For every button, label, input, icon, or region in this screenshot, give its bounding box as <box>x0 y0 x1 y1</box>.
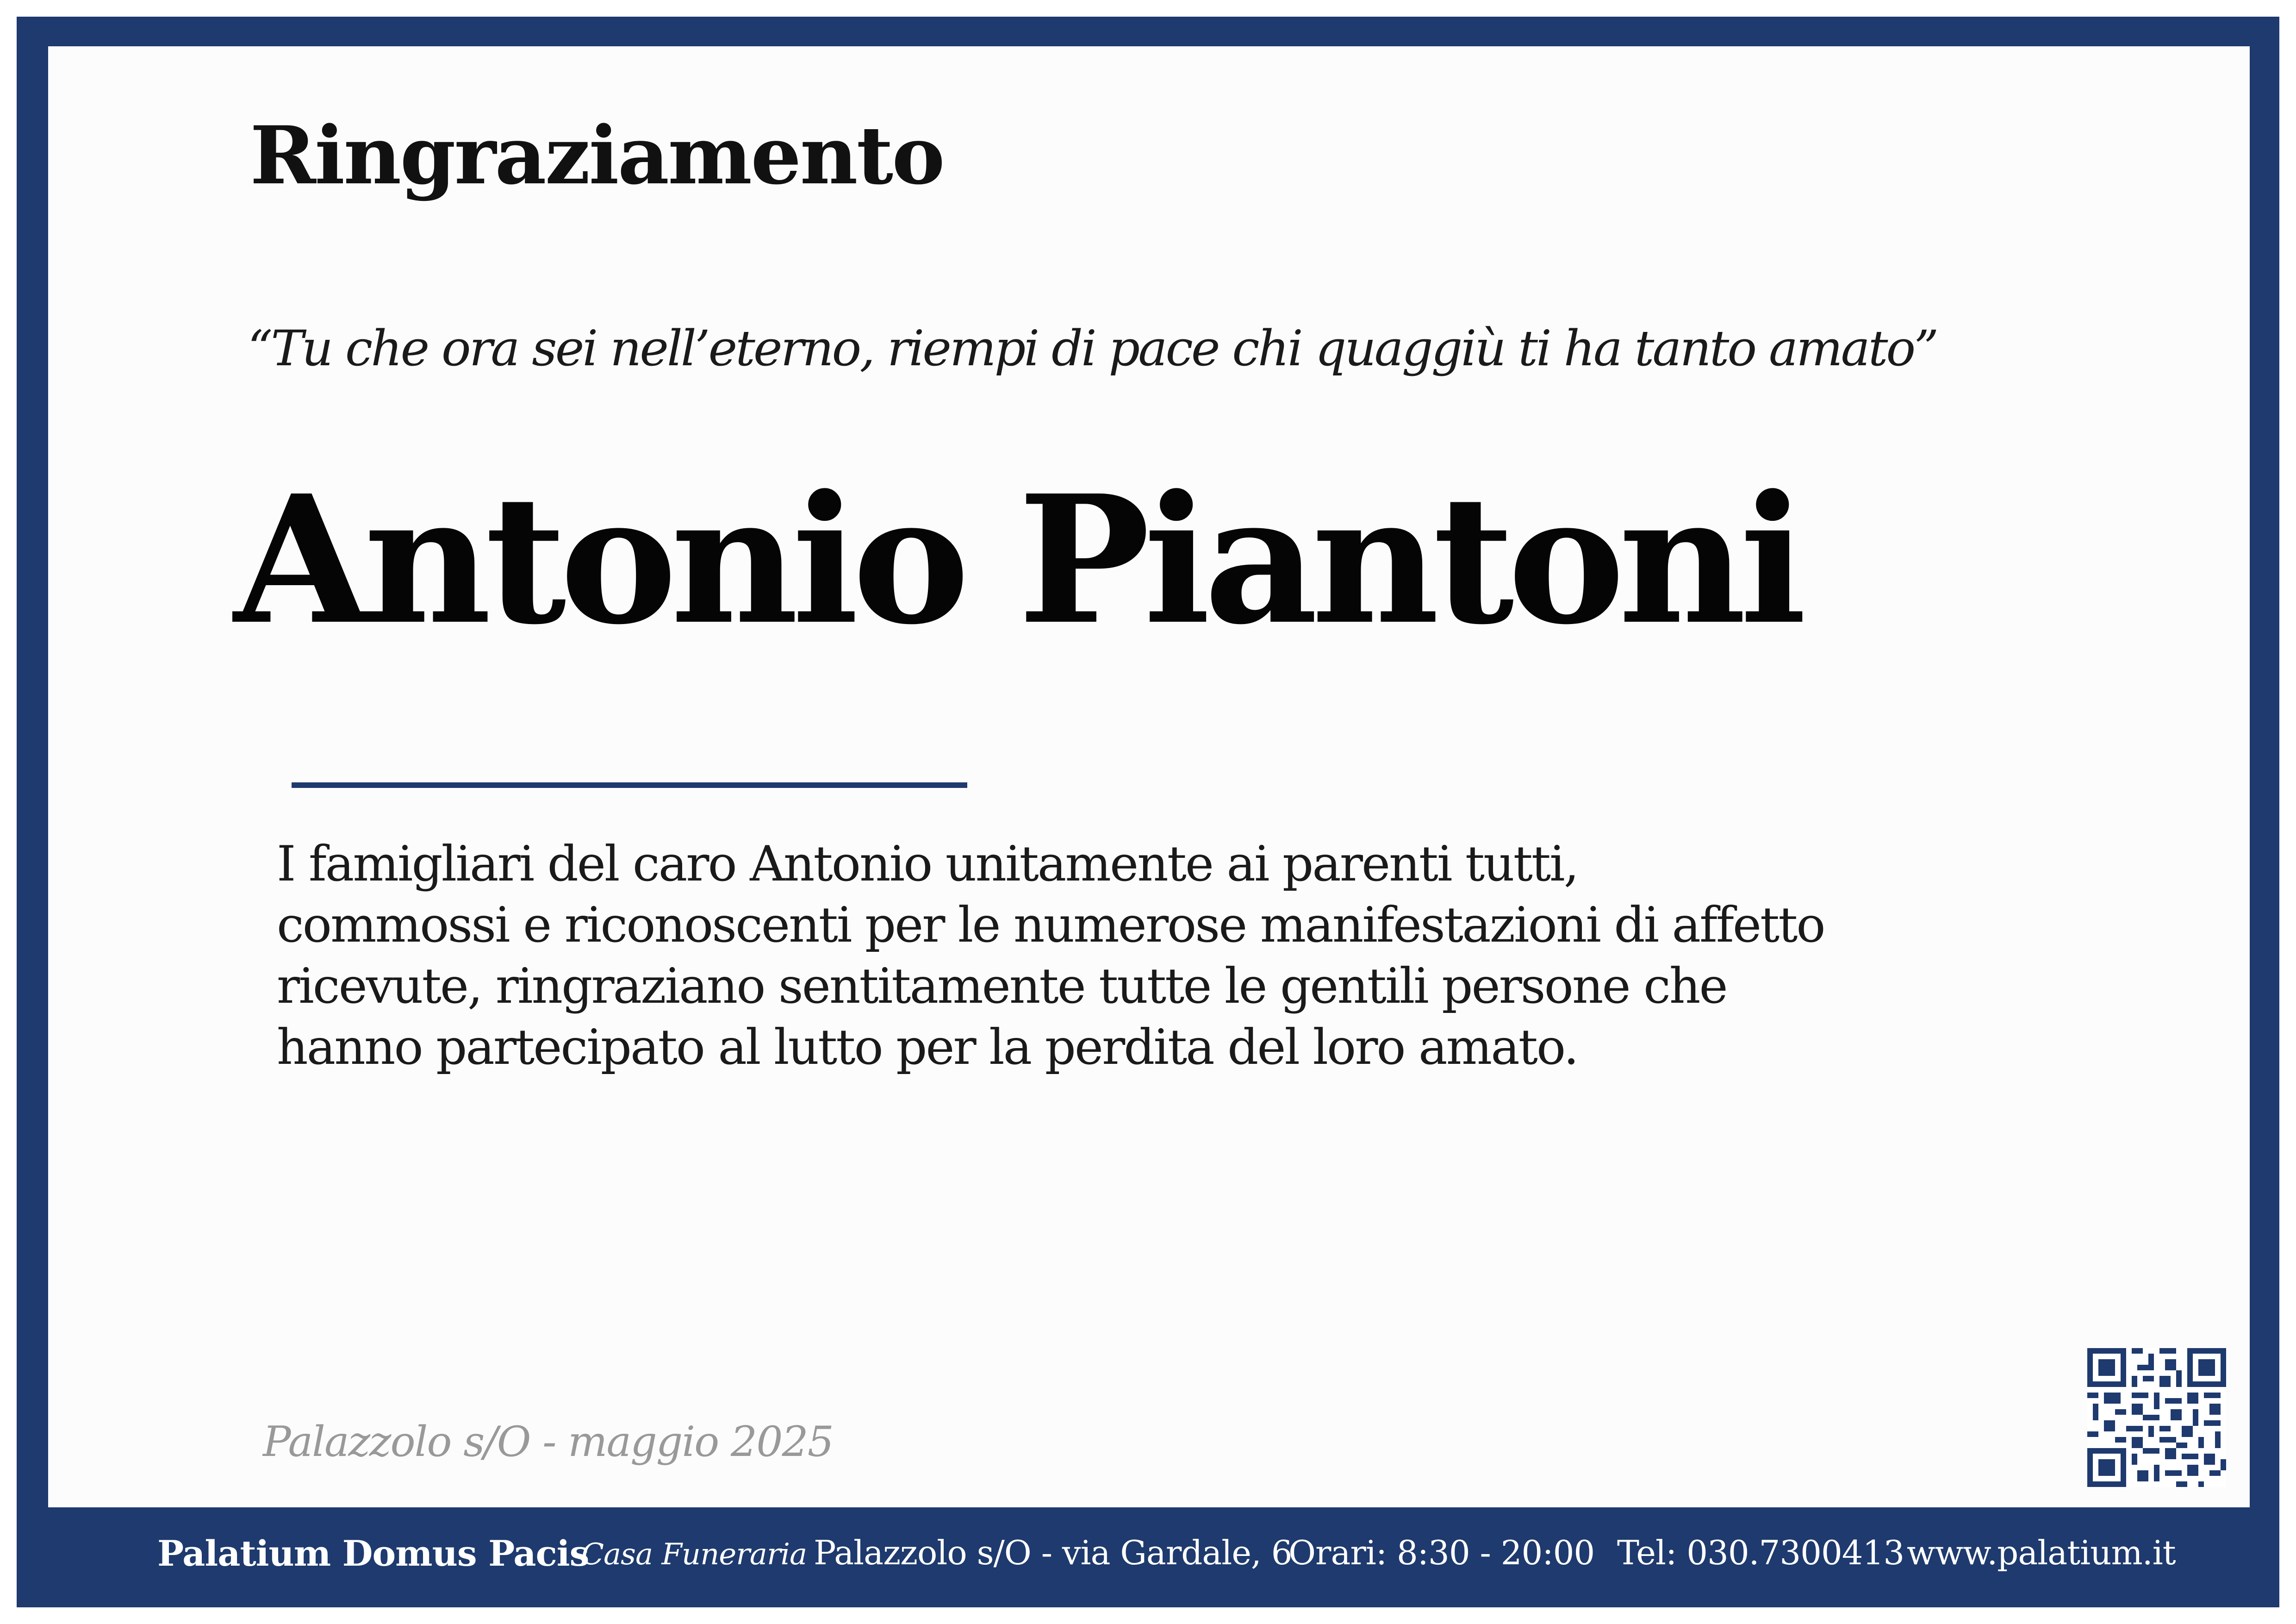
notice-body <box>277 833 1824 1078</box>
divider <box>292 782 967 788</box>
footer-hours: Orari: 8:30 - 20:00 <box>1288 1533 1595 1572</box>
body-line: hanno partecipato al lutto per la perdita del loro amato. <box>277 1019 1578 1075</box>
footer-subtitle: Casa Funeraria <box>581 1537 807 1572</box>
body-line: commossi e riconoscenti per le numerose manifestazioni di affetto <box>277 897 1824 953</box>
place-date: Palazzolo s/O - maggio 2025 <box>263 1418 833 1466</box>
footer-brand: Palatium Domus Pacis <box>157 1533 589 1574</box>
notice-quote: “Tu che ora sei nell’eterno, riempi di pace chi quaggiù ti ha tanto amato” <box>248 320 1937 377</box>
notice-heading: Ringraziamento <box>250 108 944 202</box>
qr-code-icon[interactable] <box>2087 1348 2226 1487</box>
body-line: ricevute, ringraziano sentitamente tutte le gentili persone che <box>277 958 1727 1014</box>
footer-website-link[interactable]: www.palatium.it <box>1907 1533 2176 1572</box>
deceased-name: Antonio Piantoni <box>234 456 1800 663</box>
footer-address: Palazzolo s/O - via Gardale, 6 <box>814 1533 1292 1572</box>
footer-phone[interactable]: Tel: 030.7300413 <box>1617 1533 1904 1572</box>
footer-bar <box>48 1507 2250 1607</box>
body-line: I famigliari del caro Antonio unitamente ai parenti tutti, <box>277 836 1578 892</box>
notice-paper <box>48 46 2250 1507</box>
